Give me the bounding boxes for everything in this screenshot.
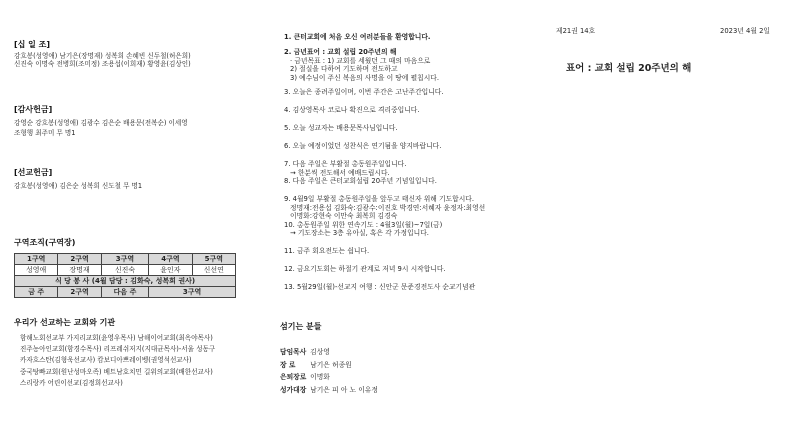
region-leader-row [15,265,236,276]
issue-number: 제21권 14호 [556,27,596,35]
announcement-number: 10. [284,220,295,229]
announcement-3 [284,88,524,96]
thanks-title: [감사헌금] [14,105,53,114]
partner-line: 중국탕빠교회(원난성마오족) 베트남호치민 길위의교회(배한선교사) [20,367,213,376]
announcement-text: 오늘은 종려주일이며, 이번 주간은 고난주간입니다. [292,88,444,97]
partners-title: 우리가 선교하는 교회와 기관 [14,318,116,327]
region-leader-cell: 신선연 [192,265,235,276]
announcement-text: 오늘 예정이었던 성찬식은 연기됨을 양지바랍니다. [292,142,442,151]
meal-service-row [15,276,236,287]
announcement-number: 9. [284,195,291,204]
announcement-2-sub: 3) 예수님이 주신 복음의 사명을 이 땅에 펼칩시다. [290,73,440,82]
staff-row [280,348,520,361]
thanks-line-1: 강영순 강흐봉(성영애) 김광수 김은순 배용문(전복순) 이세영 [14,119,188,127]
partner-line: 함해노회선교부 가지리교회(윤영우목사) 남해이어교회(최옥야목사) [20,334,213,342]
region-header-cell: 2구역 [58,254,101,265]
partners-section [14,318,215,387]
announcement-number: 3. [284,88,291,97]
announcement-text: 김상영목사 코로나 확진으로 격리중입니다. [292,106,420,115]
mission-section [14,168,142,190]
region-header-row [15,254,236,265]
announcement-10 [284,221,524,229]
region-header-cell: 1구역 [15,254,58,265]
announcement-11 [284,247,524,255]
announcement-2-sub: 2) 절실을 다하여 기도하며 전도하고 [290,65,398,74]
mission-title: [선교헌금] [14,168,53,177]
announcement-9 [284,195,524,203]
partner-line: 스리랑카 어린이선교(김정희선교사) [20,378,123,387]
region-leader-cell: 성영애 [15,265,58,276]
announcement-5 [284,124,524,132]
partner-line: 진주농아인교회(함경수목사) 리프레쉬저지(지대균목사)-서울 성동구 [20,345,216,354]
announcement-9-sub: 이명화:강현숙 이만숙 최복희 김경숙 [290,212,398,221]
announcement-number: 7. [284,160,291,169]
announcement-4 [284,106,524,114]
announcement-number: 8. [284,177,291,186]
left-column [14,0,264,424]
announcements [284,33,524,292]
region-title: 구역조직(구역장) [14,238,76,247]
staff-name: 이명화 [310,373,330,381]
announcement-number: 6. [284,142,291,151]
cover-motto: 표어 : 교회 설립 20주년의 해 [566,63,692,74]
announcement-text: 다음 주일은 큰터교회설립 20주년 기념일입니다. [292,177,437,186]
tithe-line-1: 강흐봉(성영애) 남기은(장명재) 성복희 손혜빈 신두철(허은희) [14,52,191,60]
staff-name: 남기은 피 아 노 이유정 [310,385,378,394]
staff-role: 담임목사 [280,348,307,356]
announcement-2-sub: · 금년목표 : 1) 교회를 세웠던 그 때의 마음으로 [290,56,431,65]
announcement-text: 금년표어 : 교회 설립 20주년의 해 [293,48,397,57]
announcement-number: 2. [284,48,292,57]
region-header-cell: 3구역 [101,254,149,265]
announcement-text: 금요기도회는 하절기 관계로 저녁 9시 시작합니다. [296,265,446,274]
announcement-12 [284,265,524,273]
thanks-section [14,105,188,137]
staff-row [280,361,520,374]
announcement-text: 4월9일 부활절 총동원주일을 앞두고 태신자 위해 기도합시다. [292,195,475,204]
week-cell: 2구역 [58,287,101,298]
announcement-number: 11. [284,247,295,256]
announcement-2 [284,48,524,56]
meal-service-label: 식 당 봉 사 (4월 담당 : 김화숙, 성복희 권사) [15,276,236,287]
announcement-7-sub: → 한분씩 전도해서 예배드립시다. [290,168,390,177]
mission-line-1: 강흐봉(성영애) 김은순 성복희 신도철 무 명1 [14,182,143,190]
staff-role: 은퇴장로 [280,373,307,381]
region-header-cell: 4구역 [149,254,192,265]
region-leader-cell: 신진숙 [101,265,149,276]
staff-name: 남기은 허종원 [310,360,352,369]
announcement-9-sub: 정명재:전용섭 김화숙:김광수:이진호 박경연:서혜자 윤정자:최영선 [290,203,486,212]
week-cell: 금 주 [15,287,58,298]
partner-line: 카자흐스탄(김형욱선교사) 캄보디아쁘레이벵(권영석선교사) [20,356,192,365]
staff-title: 섬기는 분들 [280,322,322,331]
tithe-title: [십 일 조] [14,40,51,49]
announcement-number: 1. [284,33,292,41]
week-cell: 다음 주 [101,287,149,298]
announcement-text: 금주 회요전도는 쉽니다. [296,247,370,256]
announcement-7 [284,160,524,168]
announcement-1 [284,33,524,41]
week-row [15,287,236,298]
announcement-13 [284,283,524,291]
staff-role: 성가대장 [280,385,307,394]
week-cell: 3구역 [149,287,236,298]
staff-row [280,386,520,399]
announcement-8 [284,177,524,185]
announcement-number: 5. [284,124,291,133]
announcement-number: 12. [284,265,295,274]
announcement-text: 오늘 성교자는 배용문목사님입니다. [292,124,398,133]
region-leader-cell: 윤인자 [149,265,192,276]
thanks-line-2: 조형행 최주미 무 명1 [14,129,76,138]
issue-date: 2023년 4월 2일 [720,27,770,35]
announcement-6 [284,142,524,150]
staff-name: 김상영 [310,348,330,356]
announcement-10-sub: → 기도장소는 3층 유아실, 혹은 각 가정입니다. [290,229,429,238]
region-table [14,253,236,298]
tithe-section [14,40,191,68]
tithe-line-2: 신진숙 이명숙 전병희(조미정) 조용섭(이희재) 황영윤(김상인) [14,60,191,69]
region-header-cell: 5구역 [192,254,235,265]
region-section [14,238,236,298]
staff-row [280,373,520,386]
staff-role: 장 로 [280,360,296,369]
announcement-text: 5월29일(월)-선교지 여행 : 신안군 문준경전도사 순교기념관 [296,283,476,292]
announcement-number: 13. [284,283,295,292]
announcement-text: 큰터교회에 처음 오신 여러분들을 환영합니다. [293,33,431,41]
region-leader-cell: 장명재 [58,265,101,276]
announcement-text: 다음 주일은 부활절 총동원주일입니다. [292,160,407,169]
announcement-number: 4. [284,106,291,115]
announcement-text: 총동원주일 위한 연속기도 : 4월3일(월)~7일(금) [296,220,443,229]
staff-section [280,322,520,398]
